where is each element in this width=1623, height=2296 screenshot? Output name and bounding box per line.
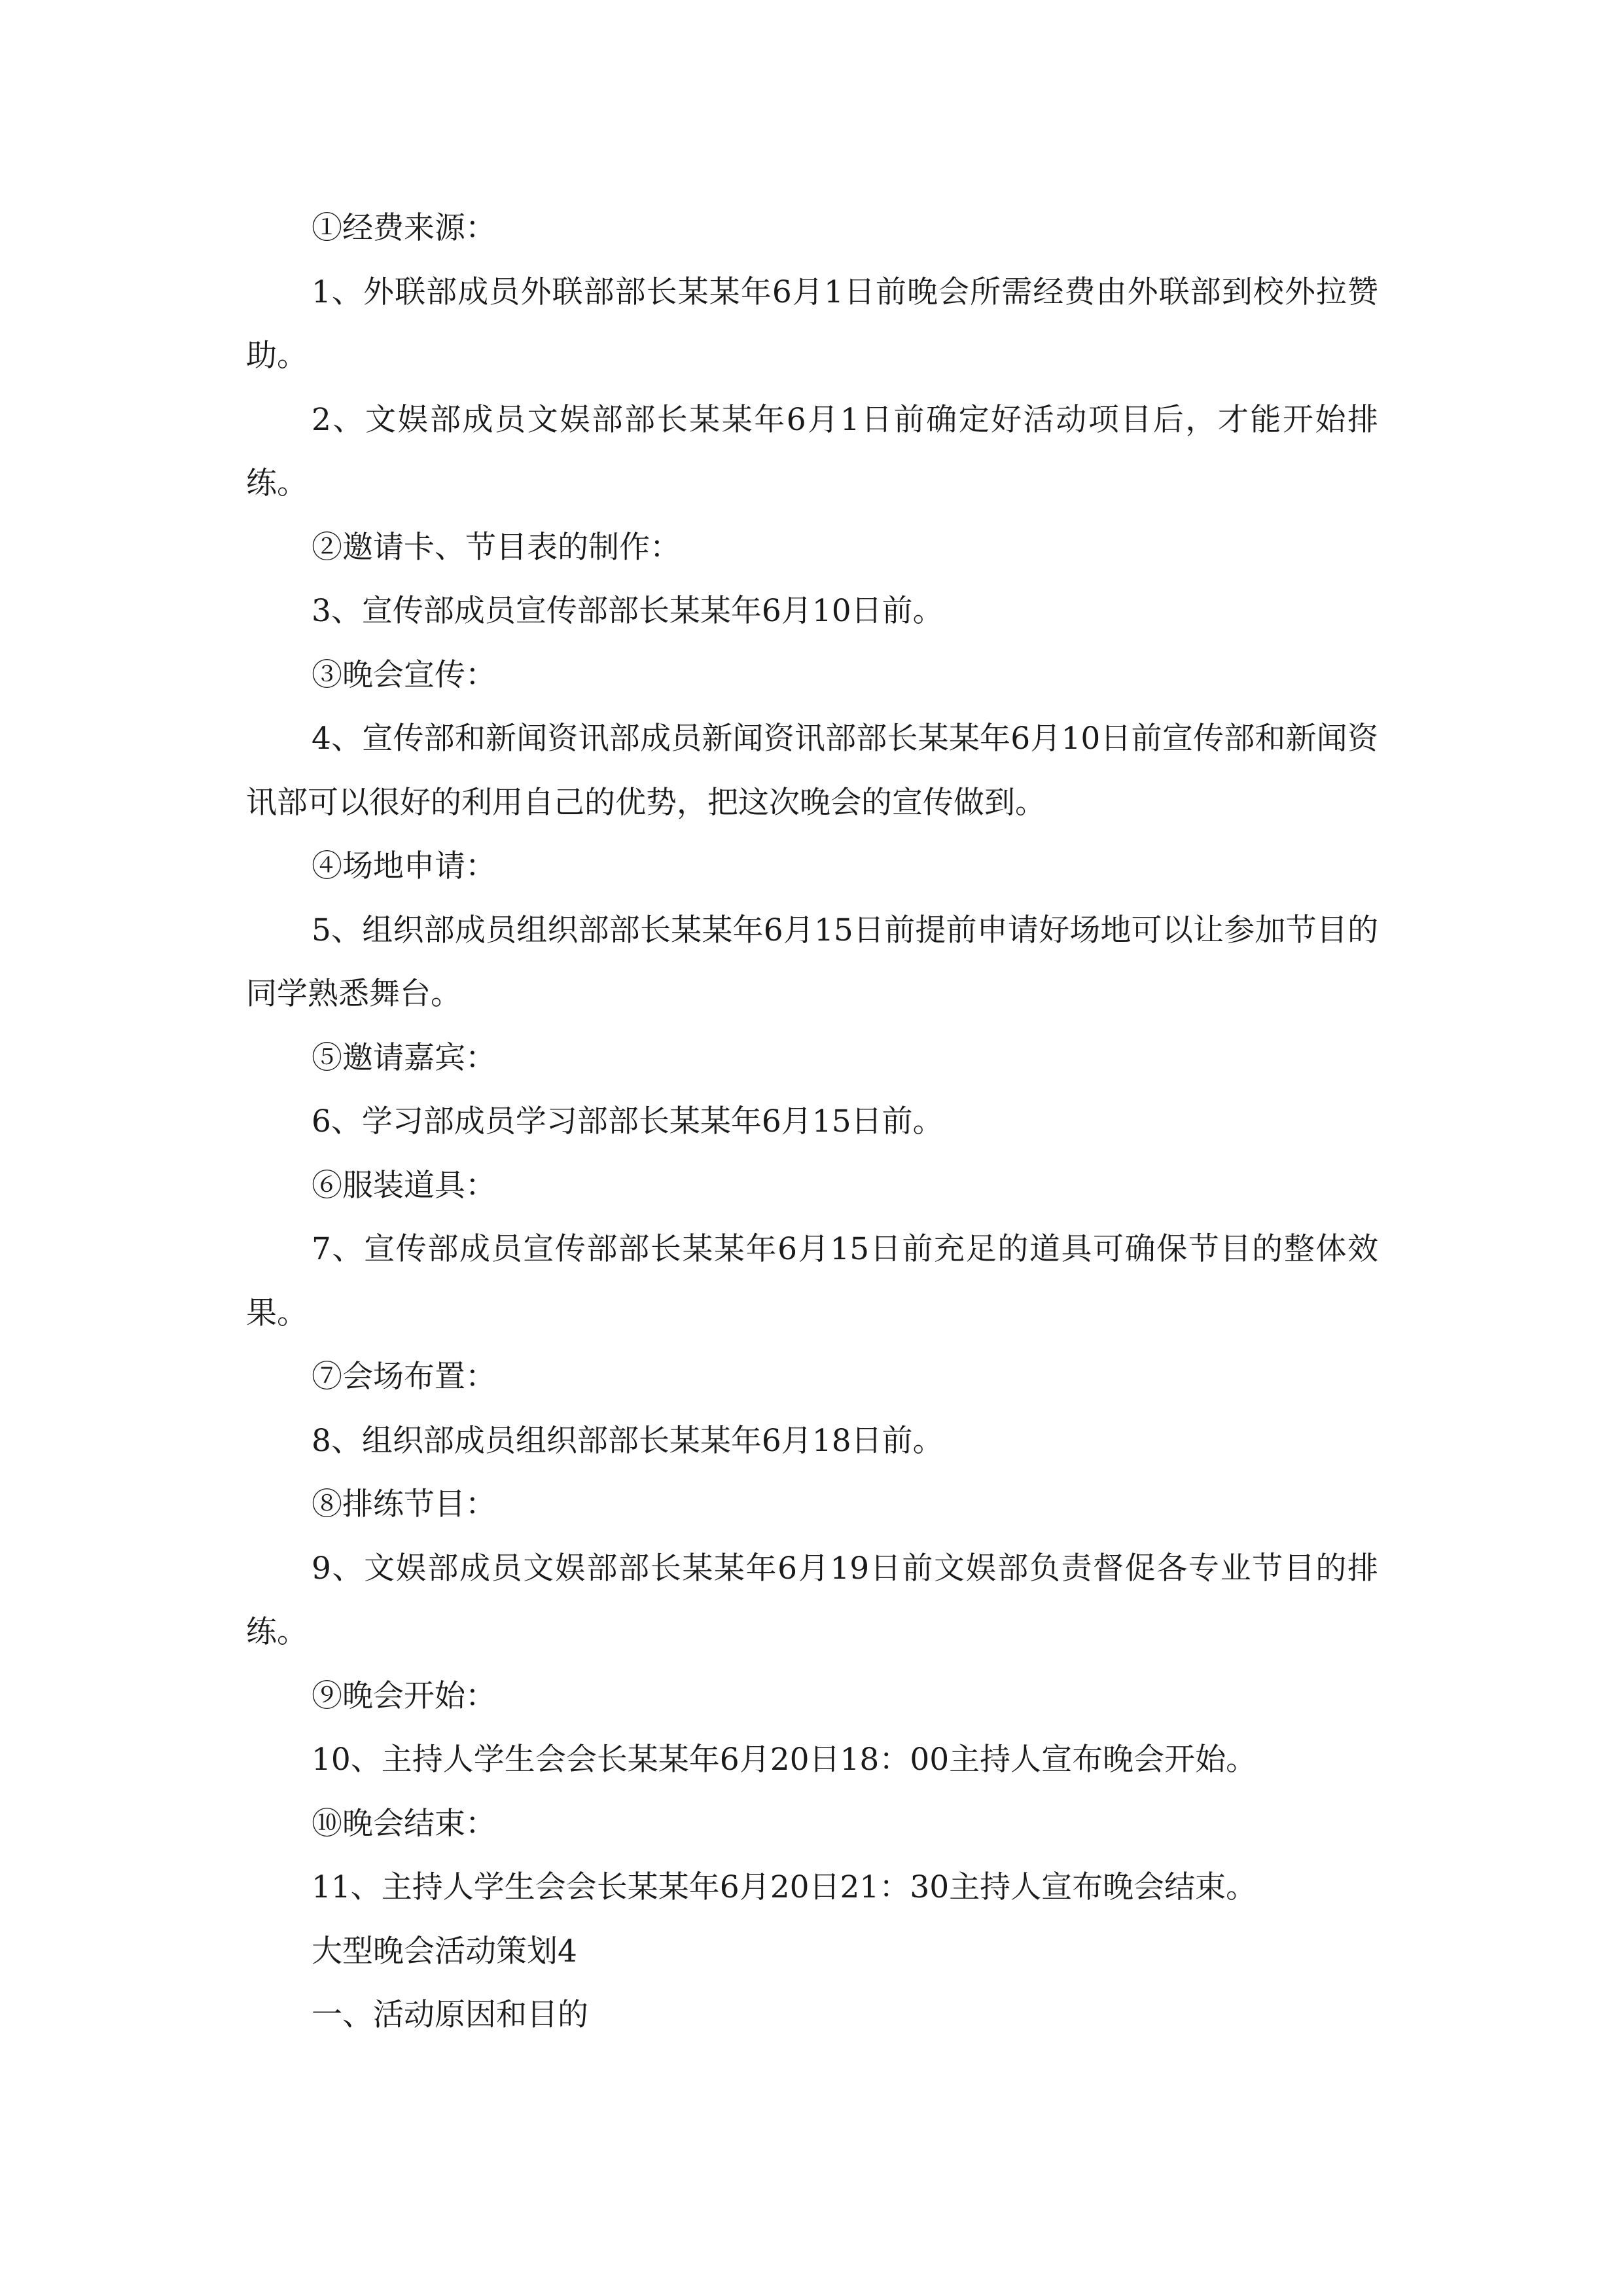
paragraph-item-10: 10、主持人学生会会长某某年6月20日18：00主持人宣布晚会开始。	[312, 1742, 1257, 1778]
document-body	[246, 196, 1378, 2047]
section-heading-costumes: ⑥服装道具：	[312, 1167, 496, 1204]
section-heading-rehearsal: ⑧排练节目：	[312, 1486, 496, 1522]
paragraph-item-3: 3、宣传部成员宣传部部长某某年6月10日前。	[312, 593, 944, 629]
paragraph-item-6: 6、学习部成员学习部部长某某年6月15日前。	[312, 1103, 944, 1139]
section-heading-purpose: 一、活动原因和目的	[312, 1997, 588, 2033]
paragraph-item-5: 5、组织部成员组织部部长某某年6月15日前提前申请好场地可以让参加节目的同学熟悉舞台。	[246, 912, 1378, 1012]
section-heading-decoration: ⑦会场布置：	[312, 1359, 496, 1395]
paragraph-item-7: 7、宣传部成员宣传部部长某某年6月15日前充足的道具可确保节目的整体效果。	[246, 1231, 1378, 1331]
paragraph-item-11: 11、主持人学生会会长某某年6月20日21：30主持人宣布晚会结束。	[312, 1869, 1257, 1905]
paragraph-item-1: 1、外联部成员外联部部长某某年6月1日前晚会所需经费由外联部到校外拉赞助。	[246, 274, 1378, 374]
section-heading-start: ⑨晚会开始：	[312, 1677, 496, 1714]
section-heading-guests: ⑤邀请嘉宾：	[312, 1039, 496, 1076]
section-heading-end: ⑩晚会结束：	[312, 1805, 496, 1842]
paragraph-item-9: 9、文娱部成员文娱部部长某某年6月19日前文娱部负责督促各专业节目的排练。	[246, 1550, 1378, 1650]
section-heading-invitation-cards: ②邀请卡、节目表的制作：	[312, 529, 681, 565]
section-heading-venue: ④场地申请：	[312, 848, 496, 884]
paragraph-item-2: 2、文娱部成员文娱部部长某某年6月1日前确定好活动项目后，才能开始排练。	[246, 401, 1378, 501]
section-heading-funding: ①经费来源：	[312, 210, 496, 246]
section-heading-publicity: ③晚会宣传：	[312, 656, 496, 693]
document-subtitle: 大型晚会活动策划4	[312, 1933, 577, 1969]
paragraph-item-8: 8、组织部成员组织部部长某某年6月18日前。	[312, 1422, 944, 1459]
paragraph-item-4: 4、宣传部和新闻资讯部成员新闻资讯部部长某某年6月10日前宣传部和新闻资讯部可以很好的利用自己的优势，把这次晚会的宣传做到。	[246, 721, 1378, 821]
